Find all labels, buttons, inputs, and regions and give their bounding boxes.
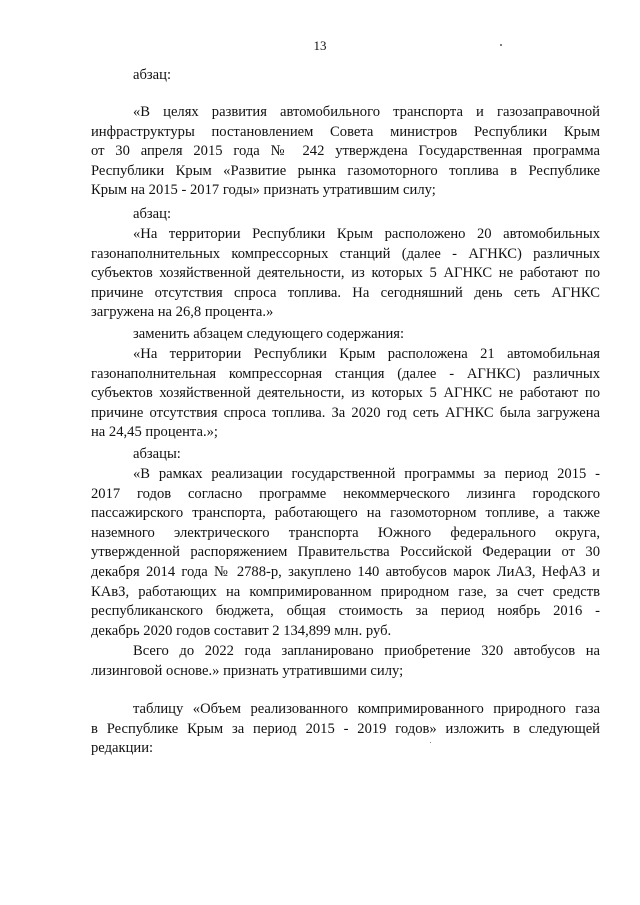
text-line: газонаполнительная компрессорная станция (далее - АГНКС) различных — [91, 365, 600, 382]
paragraph-label: абзацы: — [133, 446, 181, 462]
paragraph-label: абзац: — [133, 67, 172, 83]
page-number: 13 — [313, 38, 327, 53]
text-line: республиканского бюджета, общая стоимость за период ноябрь 2016 - — [91, 603, 600, 620]
text-line: КАвЗ, работающих на компримированном природном газе, за счет средств — [91, 583, 600, 600]
text-line: декабря 2014 года № 2788-р, закуплено 140 автобусов марок ЛиАЗ, НефАЗ и — [91, 563, 600, 580]
text-line: пассажирского транспорта, работающего на газомоторном топливе, а также — [91, 505, 600, 522]
text-line: наземного электрического транспорта Южного федерального округа, — [91, 524, 600, 541]
text-line: Республики Крым «Развитие рынка газомоторного топлива в Республике — [91, 162, 600, 179]
text-line: таблицу «Объем реализованного компримированного природного газа — [133, 701, 600, 717]
text-line: «В целях развития автомобильного транспорта и газозаправочной — [133, 104, 600, 120]
paragraph — [91, 642, 600, 681]
text-line: декабрь 2020 годов составит 2 134,899 млн. руб. — [91, 622, 392, 639]
text-line: субъектов хозяйственной деятельности, из которых 5 АГНКС не работают по — [91, 265, 600, 282]
text-line: «На территории Республики Крым расположено 20 автомобильных — [133, 226, 600, 242]
paragraph — [91, 465, 600, 641]
scan-speck — [500, 44, 502, 46]
text-line: газонаполнительных компрессорных станций (далее - АГНКС) различных — [91, 245, 600, 262]
text-line: от 30 апреля 2015 года № 242 утверждена Государственная программа — [91, 143, 600, 160]
text-line: лизинговой основе.» признать утратившими силу; — [91, 662, 404, 679]
paragraph — [91, 225, 600, 323]
text-line: загружена на 26,8 процента.» — [91, 304, 274, 321]
text-line: субъектов хозяйственной деятельности, из которых 5 АГНКС не работают по — [91, 385, 600, 402]
paragraph — [91, 700, 600, 759]
text-line: Всего до 2022 года запланировано приобретение 320 автобусов на — [133, 643, 600, 659]
text-line: в Республике Крым за период 2015 - 2019 годов» изложить в следующей — [91, 720, 600, 737]
text-line: «В рамках реализации государственной программы за период 2015 - — [133, 466, 600, 482]
text-line: 2017 годов согласно программе некоммерческого лизинга городского — [91, 485, 600, 502]
text-line: инфраструктуры постановлением Совета министров Республики Крым — [91, 123, 600, 140]
text-line: редакции: — [91, 740, 154, 757]
paragraph — [91, 103, 600, 201]
text-line: «На территории Республики Крым расположена 21 автомобильная — [133, 346, 600, 362]
paragraph-label: заменить абзацем следующего содержания: — [133, 326, 405, 342]
paragraph — [91, 345, 600, 443]
text-line: Крым на 2015 - 2017 годы» признать утратившим силу; — [91, 182, 436, 199]
text-line: причине отсутствия спроса топлива. На сегодняшний день сеть АГНКС — [91, 284, 600, 301]
text-line: утвержденной распоряжением Правительства Российской Федерации от 30 — [91, 544, 600, 561]
text-line: причине отсутствия спроса топлива. За 2020 год сеть АГНКС была загружена — [91, 404, 600, 421]
text-line: на 24,45 процента.»; — [91, 424, 218, 441]
paragraph-label: абзац: — [133, 206, 172, 222]
